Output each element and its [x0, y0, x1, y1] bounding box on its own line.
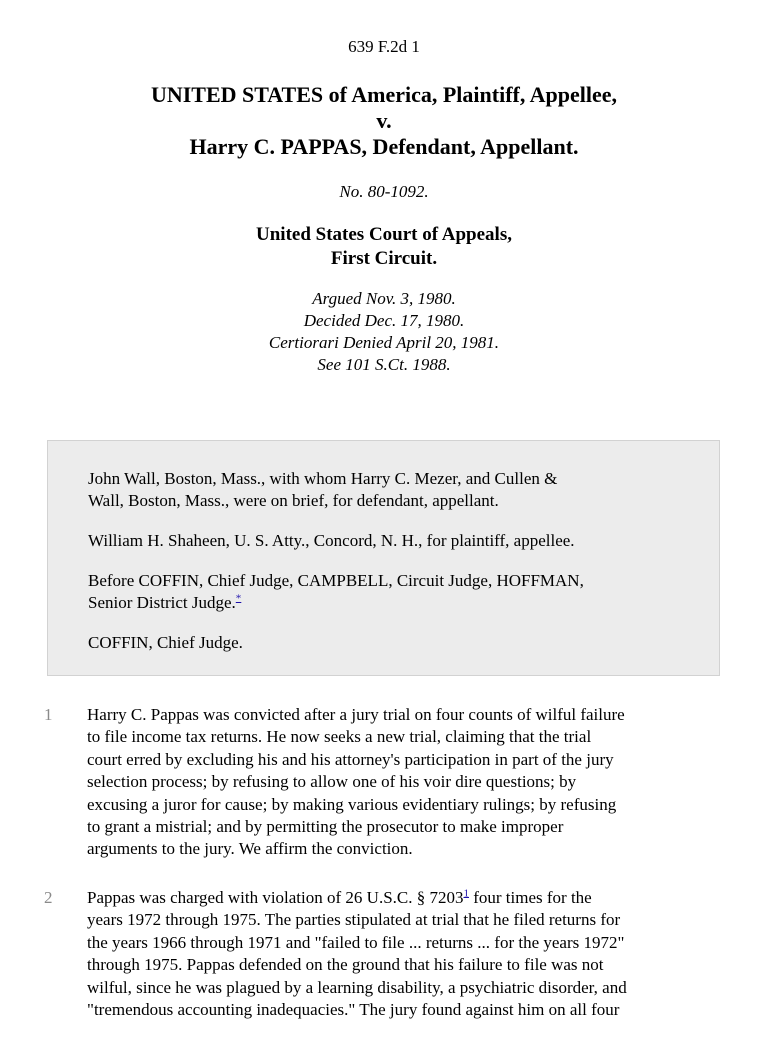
paragraph-line: arguments to the jury. We affirm the conviction. — [87, 839, 413, 859]
paragraph-text — [87, 704, 727, 861]
parties-versus: v. — [376, 108, 392, 133]
counsel-plaintiff: William H. Shaheen, U. S. Atty., Concord, N. H., for plaintiff, appellee. — [88, 531, 575, 550]
date-decided: Decided Dec. 17, 1980. — [303, 311, 465, 330]
citation: 639 F.2d 1 — [348, 37, 420, 56]
paragraph-line: the years 1966 through 1971 and "failed to file ... returns ... for the years 1972" — [87, 932, 625, 952]
date-see: See 101 S.Ct. 1988. — [317, 355, 451, 374]
paragraph-line: to file income tax returns. He now seeks a new trial, claiming that the trial — [87, 727, 592, 747]
paragraph-line: Harry C. Pappas was convicted after a jury trial on four counts of wilful failure — [87, 705, 625, 724]
paragraph-number: 1 — [44, 705, 53, 724]
paragraph-line: court erred by excluding his and his attorney's participation in part of the jury — [87, 749, 614, 769]
panel-judges-line-1: Before COFFIN, Chief Judge, CAMPBELL, Circuit Judge, HOFFMAN, — [88, 571, 584, 590]
counsel-defendant — [88, 468, 679, 512]
paragraph-number: 2 — [44, 888, 53, 907]
paragraph-line: to grant a mistrial; and by permitting the prosecutor to make improper — [87, 817, 564, 837]
counsel-defendant-line-2: Wall, Boston, Mass., were on brief, for defendant, appellant. — [88, 491, 499, 510]
footnote-link-star[interactable]: * — [235, 592, 242, 605]
date-argued: Argued Nov. 3, 1980. — [312, 289, 456, 308]
court-line-1: United States Court of Appeals, — [256, 224, 512, 245]
paragraph-line-end: four times for the — [468, 888, 592, 907]
paragraph-line: through 1975. Pappas defended on the ground that his failure to file was not — [87, 955, 604, 975]
case-dates — [0, 288, 768, 376]
date-certiorari: Certiorari Denied April 20, 1981. — [268, 333, 500, 352]
paragraph-line: "tremendous accounting inadequacies." The jury found against him on all four — [87, 1000, 620, 1020]
parties-plaintiff: UNITED STATES of America, Plaintiff, Appellee, — [150, 82, 618, 107]
paragraph-line: selection process; by refusing to allow one of his voir dire questions; by — [87, 772, 577, 792]
court-line-2: First Circuit. — [330, 248, 438, 269]
footnote-link-1[interactable]: 1 — [463, 887, 469, 900]
parties-defendant: Harry C. PAPPAS, Defendant, Appellant. — [189, 134, 579, 159]
paragraph-line: excusing a juror for cause; by making various evidentiary rulings; by refusing — [87, 794, 617, 814]
case-parties — [0, 82, 768, 160]
panel-judges — [88, 570, 679, 614]
paragraph-line-start: Pappas was charged with violation of 26 U.S.C. § 7203 — [87, 888, 464, 907]
opinion-author: COFFIN, Chief Judge. — [88, 633, 243, 652]
counsel-box — [47, 440, 720, 676]
paragraph-line — [87, 887, 727, 909]
paragraph-line: wilful, since he was plagued by a learning disability, a psychiatric disorder, and — [87, 977, 627, 997]
docket-number: No. 80-1092. — [339, 182, 429, 201]
paragraph-text — [87, 887, 727, 1021]
counsel-defendant-line-1: John Wall, Boston, Mass., with whom Harry C. Mezer, and Cullen & — [88, 469, 558, 488]
court-name — [0, 223, 768, 271]
panel-judges-line-2: Senior District Judge. — [88, 593, 236, 612]
paragraph-line: years 1972 through 1975. The parties stipulated at trial that he filed returns for — [87, 910, 621, 930]
